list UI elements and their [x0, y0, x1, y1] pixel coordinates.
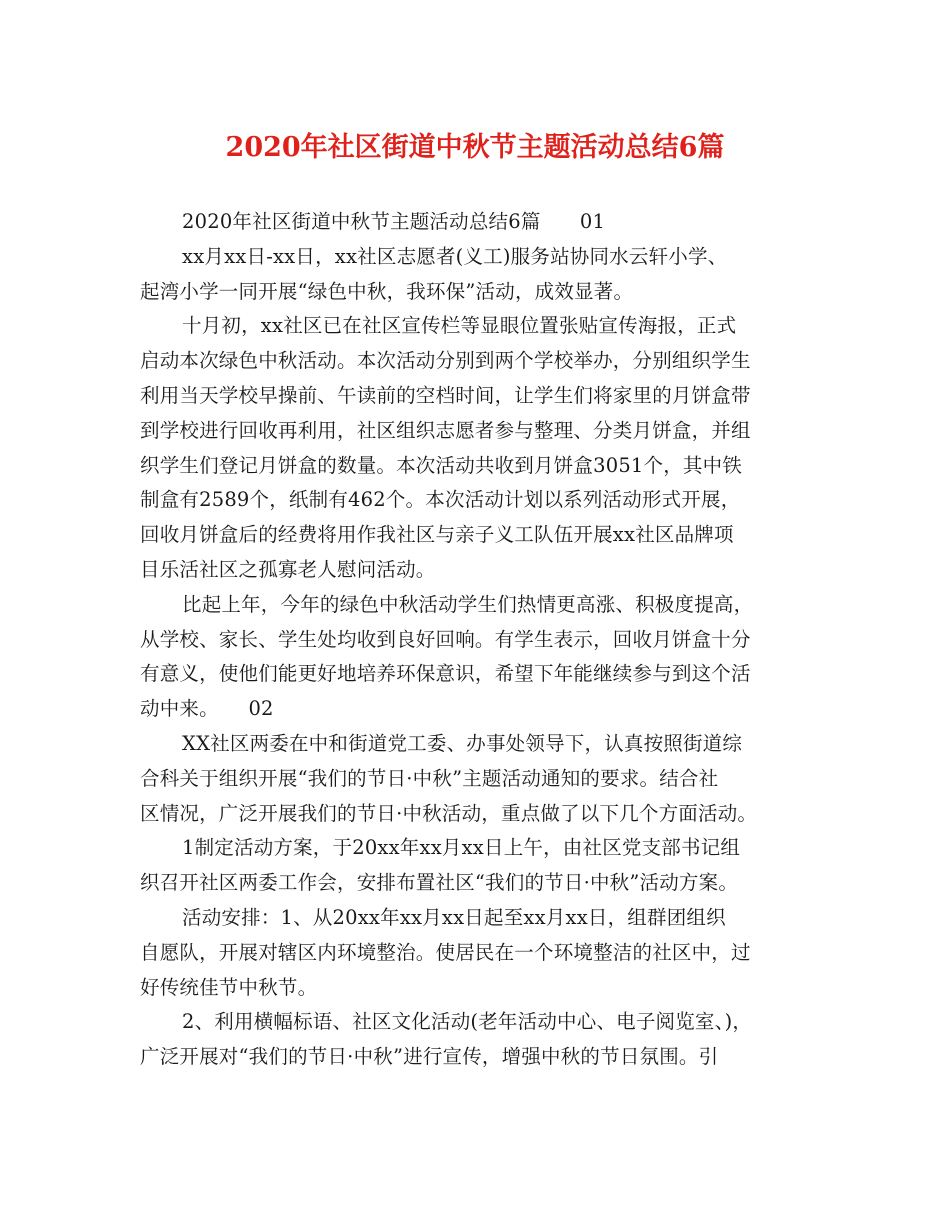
text-line: 比起上年，今年的绿色中秋活动学生们热情更高涨、积极度提高， — [182, 592, 754, 616]
text-line: 好传统佳节中秋节。 — [140, 975, 318, 999]
text-line: 有意义，使他们能更好地培养环保意识，希望下年能继续参与到这个活 — [140, 662, 751, 686]
text-line: 目乐活社区之孤寡老人慰问活动。 — [140, 557, 436, 581]
text-line: 自愿队，开展对辖区内环境整治。使居民在一个环境整洁的社区中，过 — [140, 940, 751, 964]
text-line: 利用当天学校早操前、午读前的空档时间，让学生们将家里的月饼盒带 — [140, 383, 751, 407]
text-line: XX社区两委在中和街道党工委、办事处领导下，认真按照街道综 — [182, 731, 743, 755]
text-line: 起湾小学一同开展“绿色中秋，我环保”活动，成效显著。 — [140, 279, 634, 303]
text-line: 区情况，广泛开展我们的节日·中秋活动，重点做了以下几个方面活动。 — [140, 801, 758, 825]
document-body — [140, 205, 815, 1075]
text-line: 启动本次绿色中秋活动。本次活动分别到两个学校举办，分别组织学生 — [140, 349, 751, 373]
text-line: 2020年社区街道中秋节主题活动总结6篇 01 — [182, 210, 606, 233]
text-line: 合科关于组织开展“我们的节日·中秋”主题活动通知的要求。结合社 — [140, 766, 719, 790]
text-line: xx月xx日-xx日，xx社区志愿者(义工)服务站协同水云轩小学、 — [182, 244, 728, 268]
text-line: 十月初，xx社区已在社区宣传栏等显眼位置张贴宣传海报，正式 — [182, 314, 737, 338]
text-line: 1制定活动方案，于20xx年xx月xx日上午，由社区党支部书记组 — [182, 836, 741, 860]
text-line: 织召开社区两委工作会，安排布置社区“我们的节日·中秋”活动方案。 — [140, 871, 739, 895]
text-line: 织学生们登记月饼盒的数量。本次活动共收到月饼盒3051个，其中铁 — [140, 453, 743, 477]
text-line: 动中来。 02 — [140, 697, 274, 721]
document-title: 2020年社区街道中秋节主题活动总结6篇 — [225, 132, 725, 163]
text-line: 制盒有2589个，纸制有462个。本次活动计划以系列活动形式开展， — [140, 488, 741, 512]
text-line: 活动安排：1、从20xx年xx月xx日起至xx月xx日，组群团组织 — [182, 905, 726, 929]
text-line: 回收月饼盒后的经费将用作我社区与亲子义工队伍开展xx社区品牌项 — [140, 523, 734, 547]
text-line: 广泛开展对“我们的节日·中秋”进行宣传，增强中秋的节日氛围。引 — [140, 1045, 719, 1069]
text-line: 到学校进行回收再利用，社区组织志愿者参与整理、分类月饼盒，并组 — [140, 418, 751, 442]
text-line: 2、利用横幅标语、社区文化活动(老年活动中心、电子阅览室、)， — [182, 1010, 753, 1034]
text-line: 从学校、家长、学生处均收到良好回响。有学生表示，回收月饼盒十分 — [140, 627, 751, 651]
